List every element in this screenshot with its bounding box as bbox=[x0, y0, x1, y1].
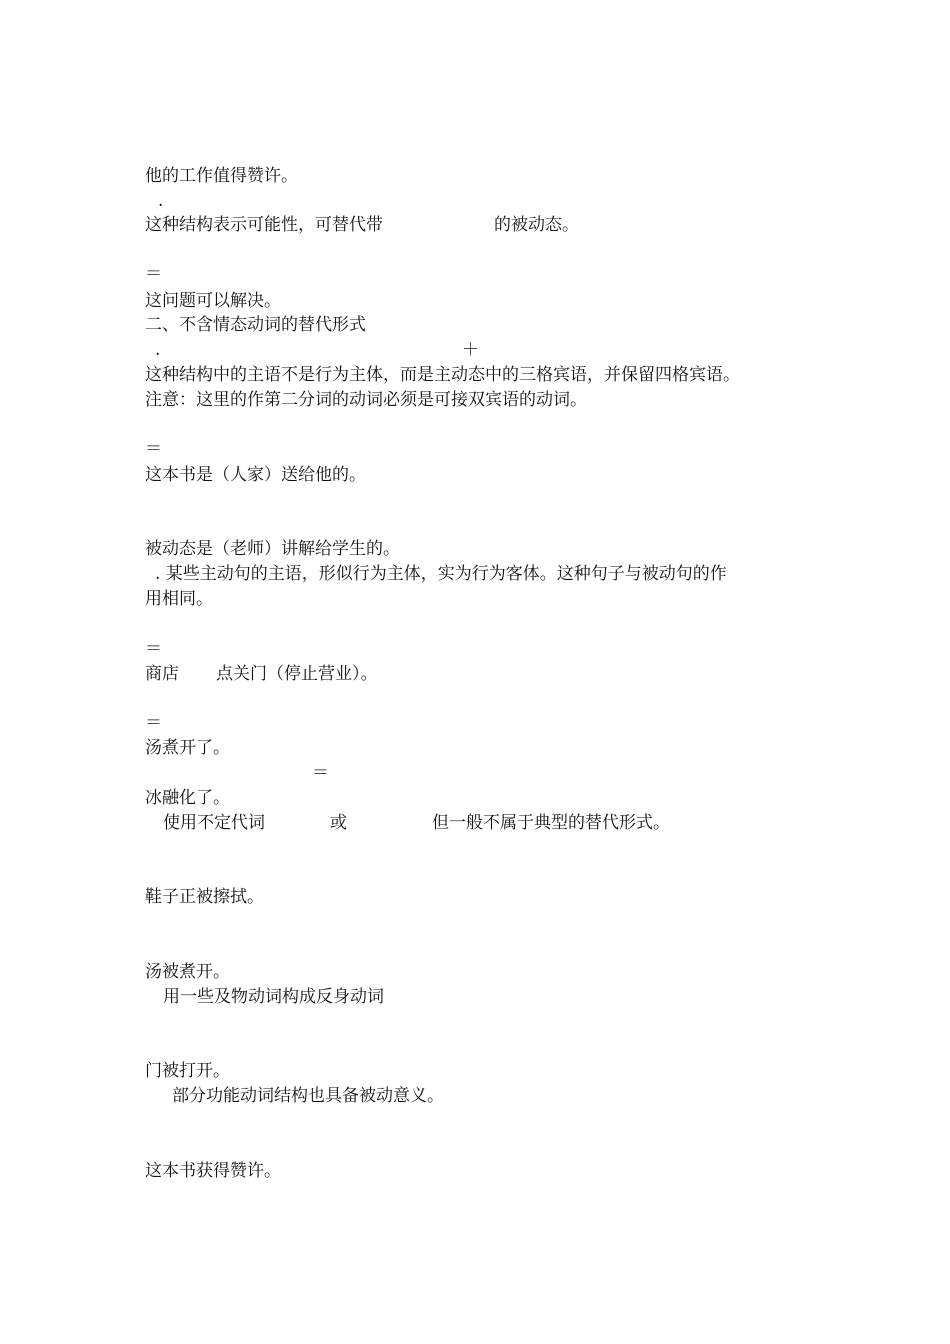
text-line: 这本书是（人家）送给他的。 bbox=[145, 465, 366, 485]
text-line: 用相同。 bbox=[145, 589, 213, 609]
text-line: ＋ bbox=[462, 340, 479, 360]
text-line: 门被打开。 bbox=[145, 1061, 230, 1081]
text-line: 点关门（停止营业）。 bbox=[216, 664, 378, 684]
text-line: ＝ bbox=[145, 713, 162, 733]
text-line: 鞋子正被擦拭。 bbox=[145, 887, 264, 907]
text-line: ＝ bbox=[145, 439, 162, 459]
text-line: 或 bbox=[330, 813, 347, 833]
text-line: 商店 bbox=[145, 664, 179, 684]
text-line: 的被动态。 bbox=[494, 215, 579, 235]
text-line: ＝ bbox=[145, 264, 162, 284]
text-line: 汤煮开了。 bbox=[145, 738, 230, 758]
text-line: 被动态是（老师）讲解给学生的。 bbox=[145, 539, 400, 559]
text-line: 注意：这里的作第二分词的动词必须是可接双宾语的动词。 bbox=[145, 390, 587, 410]
text-line: 这本书获得赞许。 bbox=[145, 1161, 281, 1181]
text-line: 这问题可以解决。 bbox=[145, 291, 281, 311]
section-heading: 二、不含情态动词的替代形式 bbox=[145, 315, 366, 335]
text-line: . bbox=[155, 340, 161, 360]
text-line: 使用不定代词 bbox=[163, 813, 265, 833]
text-line: 用一些及物动词构成反身动词 bbox=[163, 987, 384, 1007]
text-line: 汤被煮开。 bbox=[145, 962, 230, 982]
text-line: 这种结构中的主语不是行为主体，而是主动态中的三格宾语，并保留四格宾语。 bbox=[145, 365, 740, 385]
text-line: 这种结构表示可能性，可替代带 bbox=[145, 215, 383, 235]
text-line: 他的工作值得赞许。 bbox=[145, 166, 298, 186]
text-line: 冰融化了。 bbox=[145, 788, 230, 808]
text-line: ＝ bbox=[312, 763, 329, 783]
text-line: . bbox=[158, 191, 164, 211]
text-line: 部分功能动词结构也具备被动意义。 bbox=[172, 1086, 444, 1106]
text-line: . 某些主动句的主语，形似行为主体，实为行为客体。这种句子与被动句的作 bbox=[155, 564, 727, 584]
text-line: ＝ bbox=[145, 639, 162, 659]
text-line: 但一般不属于典型的替代形式。 bbox=[432, 813, 670, 833]
